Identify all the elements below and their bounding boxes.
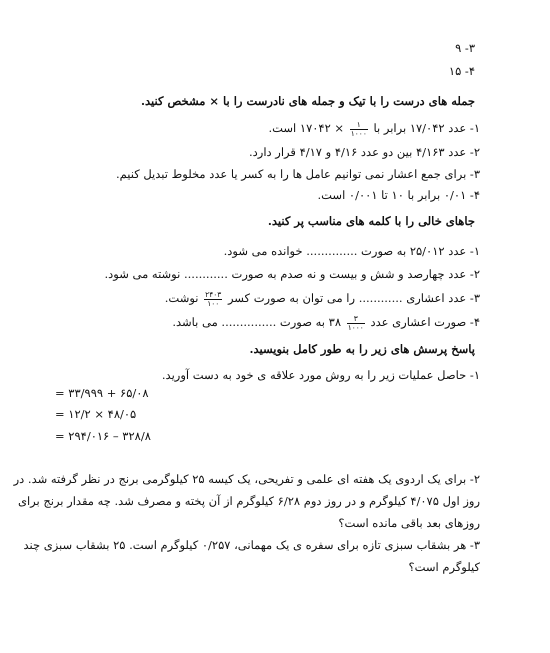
fraction-numerator: ۲۴۰۳ <box>205 289 222 299</box>
item-text-after-fraction: × ۱۷۰۴۲ است. <box>268 121 345 135</box>
equation-1: ۶۵/۰۸ + ۳۳/۹۹۹ = <box>55 386 149 400</box>
true-false-item-1 <box>268 120 480 138</box>
answer-item-4: ۴- ۱۵ <box>448 64 475 78</box>
full-answer-item-2-line-2: روز اول ۴/۰۷۵ کیلوگرم و در روز دوم ۶/۲۸ کیلوگرم از آن پخته و مصرف شد. چه مقدار برنج برای <box>17 494 480 508</box>
fill-blank-item-1: ۱- عدد ۲۵/۰۱۲ به صورت .............. خوانده می شود. <box>223 244 480 258</box>
item-text-before-fraction: ۴- صورت اعشاری عدد <box>370 315 480 329</box>
equation-3: ۳۲۸/۸ – ۲۹۴/۰۱۶ = <box>55 429 151 443</box>
fraction <box>204 291 222 308</box>
section-fill-blanks-title: جاهای خالی را با کلمه های مناسب پر کنید. <box>267 214 475 228</box>
answer-item-3: ۳- ۹ <box>455 41 475 55</box>
full-answer-item-1: ۱- حاصل عملیات زیر را به روش مورد علاقه ی خود به دست آورید. <box>161 368 480 382</box>
item-text-after-fraction: ۳۸ به صورت ............... می باشد. <box>172 315 342 329</box>
fraction <box>350 121 368 138</box>
fill-blank-item-4 <box>172 314 480 332</box>
true-false-item-3: ۳- برای جمع اعشار نمی توانیم عامل ها را به کسر یا عدد مخلوط تبدیل کنیم. <box>115 167 480 181</box>
item-text-after-fraction: نوشت. <box>164 291 199 305</box>
fraction-numerator: ۳ <box>347 315 365 324</box>
fraction-denominator: ۱۰۰۰ <box>347 322 364 332</box>
item-text-before-fraction: ۳- عدد اعشاری ............ را می توان به صورت کسر <box>227 291 480 305</box>
full-answer-item-2-line-1: ۲- برای یک اردوی یک هفته ای علمی و تفریحی، یک کیسه ۲۵ کیلوگرمی برنج در نظر گرفته شد. در <box>13 472 480 486</box>
fraction-denominator: ۱۰۰۰ <box>350 128 367 138</box>
full-answer-item-2-line-3: روزهای بعد باقی مانده است؟ <box>338 516 480 530</box>
section-full-answer-title: پاسخ پرسش های زیر را به طور کامل بنویسید. <box>249 342 475 356</box>
item-text-before-fraction: ۱- عدد ۱۷/۰۴۲ برابر با <box>373 121 480 135</box>
true-false-item-2: ۲- عدد ۴/۱۶۳ بین دو عدد ۴/۱۶ و ۴/۱۷ قرار دارد. <box>249 145 480 159</box>
full-answer-item-3-line-2: کیلوگرم است؟ <box>408 560 480 574</box>
fill-blank-item-2: ۲- عدد چهارصد و شش و بیست و نه صدم به صورت ............ نوشته می شود. <box>104 267 480 281</box>
fraction-denominator: ۱۰۰ <box>207 298 220 308</box>
true-false-item-4: ۴- ۰/۰۱ برابر با ۱۰ تا ۰/۰۰۱ است. <box>317 188 480 202</box>
full-answer-item-3-line-1: ۳- هر بشقاب سبزی تازه برای سفره ی یک مهمانی، ۰/۲۵۷ کیلوگرم است. ۲۵ بشقاب سبزی چند <box>23 538 480 552</box>
section-true-false-title: جمله های درست را با تیک و جمله های نادرست را با × مشخص کنید. <box>140 94 475 108</box>
equation-2: ۴۸/۰۵ × ۱۲/۲ = <box>55 407 137 421</box>
fraction <box>347 315 365 332</box>
fraction-numerator: ۱ <box>350 121 368 130</box>
fill-blank-item-3 <box>165 290 480 308</box>
